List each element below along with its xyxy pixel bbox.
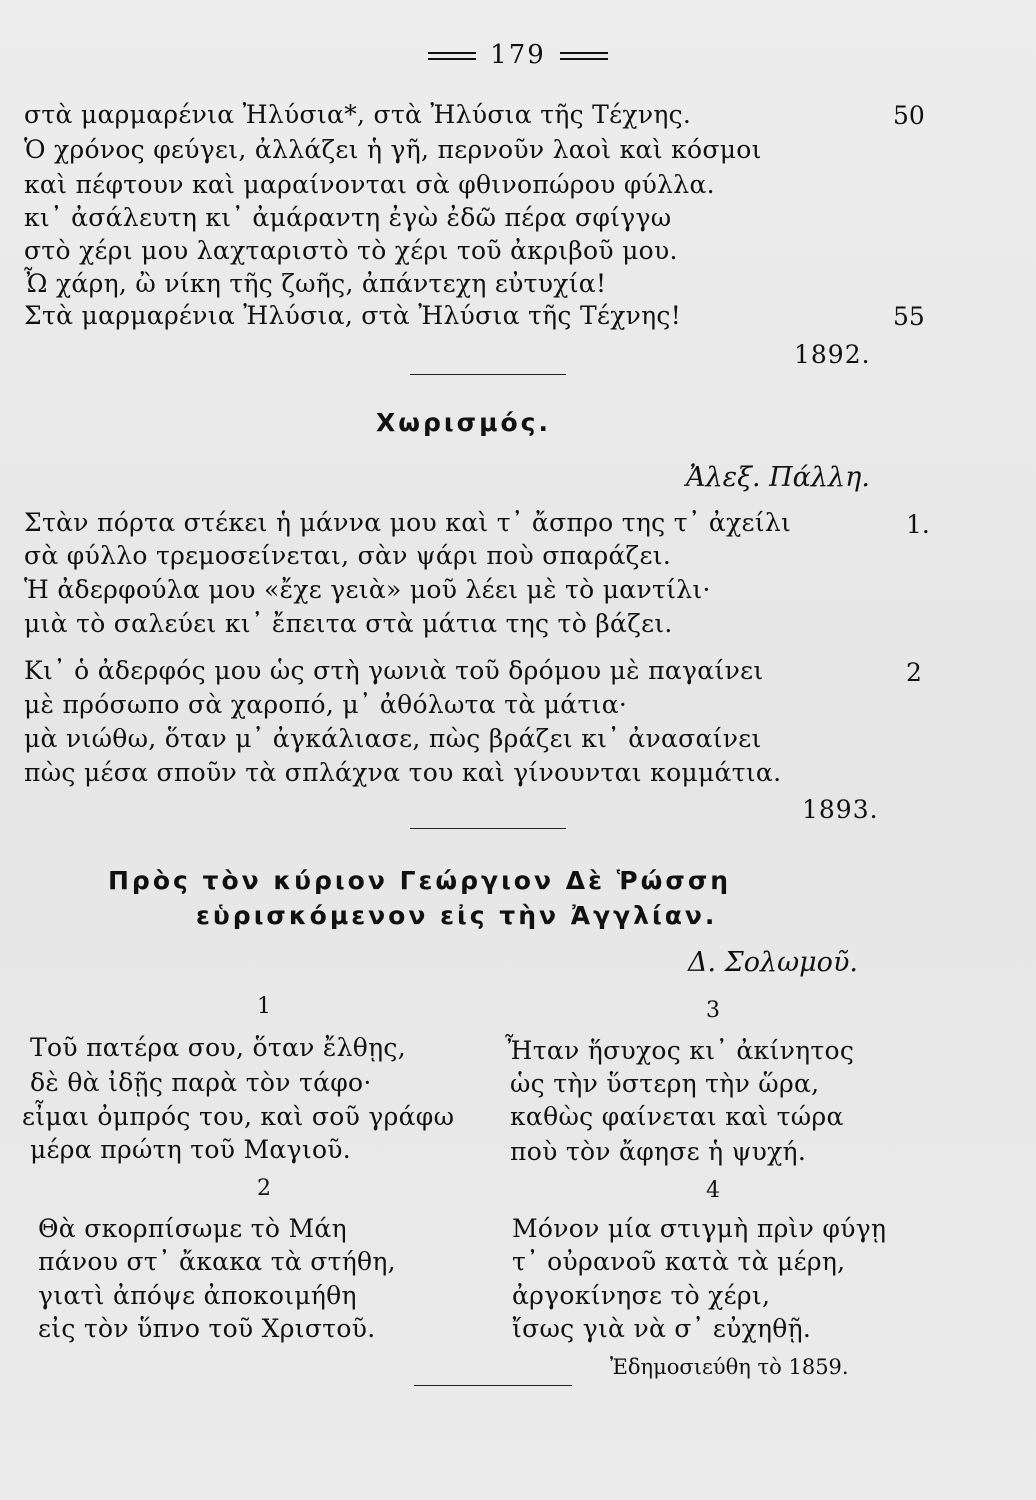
section-divider-1 xyxy=(410,374,566,375)
stanza-number-2: 2 xyxy=(257,1176,271,1201)
header-rule-left xyxy=(428,52,476,60)
poem1-line-1: στὰ μαρμαρένια Ἠλύσια*, στὰ Ἠλύσια τῆς Τέχνης. xyxy=(24,100,692,129)
poem2-s2-line-1: Κι᾿ ὁ ἀδερφός μου ὡς στὴ γωνιὰ τοῦ δρόμου μὲ παγαίνει xyxy=(24,656,764,685)
poem2-s1-line-4: μιὰ τὸ σαλεύει κι᾿ ἔπειτα στὰ μάτια της τὸ βάζει. xyxy=(24,609,673,638)
poem3-s4-line-3: ἀργοκίνησε τὸ χέρι, xyxy=(512,1281,771,1310)
poem3-s1-line-2: δὲ θὰ ἰδῇς παρὰ τὸν τάφο· xyxy=(30,1068,372,1097)
poem3-s1-line-3: εἶμαι ὀμπρός του, καὶ σοῦ γράφω xyxy=(22,1102,455,1131)
line-number-55: 55 xyxy=(893,302,925,331)
poem2-s1-line-2: σὰ φύλλο τρεμοσείνεται, σὰν ψάρι ποὺ σπαράζει. xyxy=(24,541,672,570)
stanza-number-3: 3 xyxy=(706,998,720,1023)
poem1-line-3: καὶ πέφτουν καὶ μαραίνονται σὰ φθινοπώρου φύλλα. xyxy=(24,170,715,199)
section-divider-2 xyxy=(410,828,566,829)
poem3-s2-line-2: πάνου στ᾿ ἄκακα τὰ στήθη, xyxy=(38,1247,396,1276)
line-number-2: 2 xyxy=(906,658,922,687)
poem2-s2-line-4: πὼς μέσα σποῦν τὰ σπλάχνα του καὶ γίνουνται κομμάτια. xyxy=(24,758,782,787)
header-rule-right xyxy=(560,52,608,60)
poem2-title: Χωρισμός. xyxy=(376,408,551,437)
poem3-s2-line-3: γιατὶ ἀπόψε ἀποκοιμήθη xyxy=(38,1281,357,1310)
page-header xyxy=(0,40,1036,70)
line-number-1: 1. xyxy=(906,510,930,539)
poem2-s1-line-3: Ἡ ἀδερφούλα μου «ἔχε γειὰ» μοῦ λέει μὲ τὸ μαντίλι· xyxy=(24,575,711,604)
poem2-author: Ἀλεξ. Πάλλη. xyxy=(686,462,870,493)
poem3-title-line-2: εὑρισκόμενον εἰς τὴν Ἀγγλίαν. xyxy=(196,901,718,930)
poem3-s4-line-1: Μόνον μία στιγμὴ πρὶν φύγῃ xyxy=(512,1214,887,1243)
poem2-s2-line-3: μὰ νιώθω, ὅταν μ᾿ ἀγκάλιασε, πὼς βράζει κι᾿ ἀνασαίνει xyxy=(24,724,762,753)
poem3-s4-line-4: ἴσως γιὰ νὰ σ᾿ εὐχηθῇ. xyxy=(512,1314,812,1343)
publication-note: Ἐδημοσιεύθη τὸ 1859. xyxy=(610,1355,849,1379)
poem1-line-5: στὸ χέρι μου λαχταριστὸ τὸ χέρι τοῦ ἀκριβοῦ μου. xyxy=(24,236,678,265)
poem3-s1-line-4: μέρα πρώτη τοῦ Μαγιοῦ. xyxy=(30,1135,352,1164)
poem3-s3-line-3: καθὼς φαίνεται καὶ τώρα xyxy=(510,1102,844,1131)
poem1-line-7: Στὰ μαρμαρένια Ἠλύσια, στὰ Ἠλύσια τῆς Τέχνης! xyxy=(24,301,682,330)
stanza-number-4: 4 xyxy=(706,1178,720,1203)
poem1-line-2: Ὁ χρόνος φεύγει, ἀλλάζει ἡ γῆ, περνοῦν λαοὶ καὶ κόσμοι xyxy=(24,135,762,164)
poem3-title-line-1: Πρὸς τὸν κύριον Γεώργιον Δὲ Ῥώσση xyxy=(108,866,732,895)
stanza-number-1: 1 xyxy=(257,994,271,1019)
poem3-s4-line-2: τ᾿ οὐρανοῦ κατὰ τὰ μέρη, xyxy=(512,1247,846,1276)
poem3-s2-line-4: εἰς τὸν ὕπνο τοῦ Χριστοῦ. xyxy=(38,1314,376,1343)
line-number-50: 50 xyxy=(893,101,925,130)
poem2-date: 1893. xyxy=(802,795,879,824)
poem3-s3-line-1: Ἦταν ἥσυχος κι᾿ ἀκίνητος xyxy=(505,1036,855,1065)
poem3-s3-line-2: ὡς τὴν ὕστερη τὴν ὥρα, xyxy=(510,1069,820,1098)
poem1-line-4: κι᾿ ἀσάλευτη κι᾿ ἀμάραντη ἐγὼ ἐδῶ πέρα σφίγγω xyxy=(24,203,672,232)
poem2-s1-line-1: Στὰν πόρτα στέκει ἡ μάννα μου καὶ τ᾿ ἄσπρο της τ᾿ ἀχείλι xyxy=(24,508,792,537)
poem3-s3-line-4: ποὺ τὸν ἄφησε ἡ ψυχή. xyxy=(510,1137,807,1166)
section-divider-3 xyxy=(414,1385,572,1386)
poem3-s1-line-1: Τοῦ πατέρα σου, ὅταν ἔλθῃς, xyxy=(30,1033,406,1062)
poem1-date: 1892. xyxy=(794,340,871,369)
poem3-author: Δ. Σολωμοῦ. xyxy=(688,947,858,978)
poem1-line-6: Ὦ χάρη, ὢ νίκη τῆς ζωῆς, ἀπάντεχη εὐτυχία! xyxy=(24,269,607,298)
poem2-s2-line-2: μὲ πρόσωπο σὰ χαροπό, μ᾿ ἀθόλωτα τὰ μάτια· xyxy=(24,690,628,719)
poem3-s2-line-1: Θὰ σκορπίσωμε τὸ Μάη xyxy=(38,1214,347,1243)
page-number: 179 xyxy=(490,40,546,70)
